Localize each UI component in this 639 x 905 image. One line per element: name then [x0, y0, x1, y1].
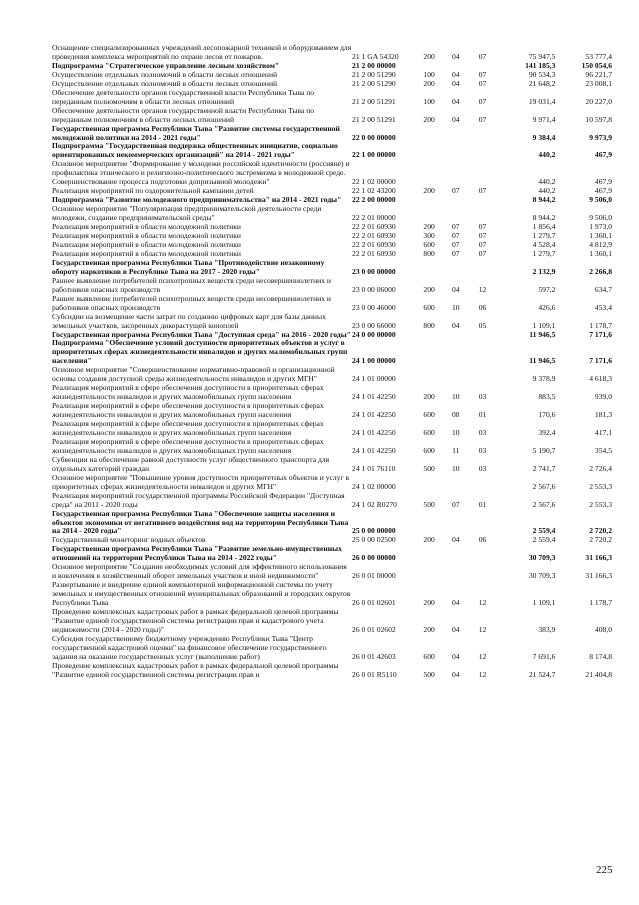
row-value-year1: 426,6	[538, 302, 556, 312]
row-expense-type	[416, 474, 443, 492]
row-code: 22 1 00 00000	[352, 150, 396, 160]
row-section: 07	[451, 186, 460, 196]
row-name: Проведение комплексных кадастровых работ в рамках федеральной целевой программы "Развитие единой государственной системы регистрации прав и кадастрового учета недвижимости (2014 - 2020 годы)"	[52, 607, 339, 634]
row-code: 21 2 00 51291	[352, 96, 396, 106]
row-subsection: 12	[478, 624, 487, 634]
row-value-year1: 9 384,4	[532, 132, 556, 142]
row-code: 24 1 01 00000	[352, 374, 396, 384]
row-expense-type: 200	[423, 51, 435, 61]
row-code: 22 2 00 00000	[352, 195, 396, 205]
row-code: 21 2 00 51290	[352, 69, 396, 79]
table-row	[52, 384, 612, 402]
row-subsection: 01	[478, 410, 487, 420]
row-name: Реализация мероприятий в сфере обеспечения доступности в приоритетных сферах жизнедеятельности инвалидов и других маломобильных групп населения	[52, 383, 324, 402]
row-subsection	[469, 205, 496, 223]
row-value-year2: 9 973,9	[589, 132, 612, 142]
row-section: 07	[451, 248, 460, 258]
row-name: Осуществление отдельных полномочий в области лесных отношений	[52, 78, 278, 88]
table-row	[52, 295, 612, 313]
row-expense-type: 600	[423, 427, 435, 437]
row-name: Подпрограмма "Государственная поддержка общественных инициатив, социально ориентированных некоммерческих организаций" на 2014 - 2021 годы"	[52, 141, 338, 160]
row-name: Обеспечение деятельности органов государственной власти Республики Тыва по переданным полномочиям в области лесных отношений	[52, 87, 315, 106]
row-section: 08	[451, 410, 460, 420]
row-expense-type: 600	[423, 410, 435, 420]
row-subsection	[469, 474, 496, 492]
row-value-year1: 8 944,2	[532, 195, 556, 205]
row-value-year2: 2 726,4	[589, 463, 612, 473]
row-value-year1: 1 279,7	[532, 231, 556, 241]
row-section: 04	[451, 51, 460, 61]
row-code: 22 2 01 60930	[352, 222, 396, 232]
row-value-year1: 392,4	[538, 427, 556, 437]
row-expense-type	[416, 205, 443, 223]
row-value-year1: 383,9	[538, 624, 556, 634]
row-value-year2: 1 178,7	[589, 598, 612, 608]
row-subsection: 12	[478, 669, 487, 679]
row-name: Реализация мероприятий по оздоровительной кампании детей	[52, 186, 254, 196]
row-name: Реализация мероприятий государственной программы Российской Федерации "Доступная среда" на 2011 - 2020 годы	[52, 490, 345, 509]
row-value-year1: 11 946,5	[529, 356, 556, 366]
row-name: Государственная программа Республики Тыва "Противодействие незаконному обороту наркотиков в Республике Тыва на 2017 - 2020 годы"	[52, 257, 325, 276]
row-code: 21 2 00 51290	[352, 78, 396, 88]
row-code: 26 0 01 42603	[352, 651, 396, 661]
row-value-year1: 9 378,9	[532, 374, 556, 384]
table-row	[52, 662, 612, 680]
row-section	[442, 545, 469, 563]
row-value-year1: 1 109,1	[532, 320, 556, 330]
row-value-year1: 75 947,5	[528, 51, 556, 61]
row-subsection: 12	[478, 284, 487, 294]
row-section: 04	[451, 598, 460, 608]
row-value-year1: 30 709,3	[528, 553, 556, 563]
row-value-year2: 467,9	[594, 177, 612, 187]
row-code: 21 2 00 51291	[352, 114, 396, 124]
row-code: 24 0 00 00000	[352, 329, 396, 339]
table-row	[52, 366, 612, 384]
row-section	[442, 160, 469, 187]
row-section: 07	[451, 222, 460, 232]
row-value-year1: 2 559,4	[532, 535, 556, 545]
row-code: 21 1 GA 54320	[352, 51, 399, 61]
budget-table-body	[52, 44, 612, 680]
row-value-year2: 2 720,2	[589, 535, 612, 545]
row-code: 22 0 00 00000	[352, 132, 396, 142]
row-code: 22 2 01 60930	[352, 231, 396, 241]
row-value-year1: 1 856,4	[532, 222, 556, 232]
row-subsection: 03	[478, 392, 487, 402]
row-value-year2: 2 553,3	[589, 499, 612, 509]
row-value-year2: 4 812,9	[589, 239, 612, 249]
row-value-year2: 1 973,0	[589, 222, 612, 232]
table-row	[52, 402, 612, 420]
row-name: Государственная программа Республики Тыва "Обеспечение защиты населения и объектов экономики от негативного воздействия вод на территории Республики Тыва на 2014 - 2020 годы"	[52, 508, 349, 536]
row-code: 23 0 00 66000	[352, 320, 396, 330]
row-value-year2: 53 777,4	[585, 51, 612, 61]
table-row	[52, 581, 612, 608]
row-name: Раннее выявление потребителей психотропных веществ среди несовершеннолетних и работников опасных производств	[52, 275, 331, 294]
table-row	[52, 608, 612, 635]
row-value-year2: 4 618,3	[589, 374, 612, 384]
row-value-year1: 21 648,2	[528, 78, 556, 88]
row-subsection: 07	[478, 96, 487, 106]
row-section	[442, 142, 469, 160]
row-code: 23 0 00 00000	[352, 266, 396, 276]
row-name: Субсидии на возмещение части затрат по созданию цифровых карт для базы данных земельных участков, засоренных дикорастущей коноплей	[52, 311, 326, 330]
row-section: 10	[451, 463, 460, 473]
row-expense-type	[416, 160, 443, 187]
row-section	[442, 196, 469, 205]
row-name: Основное мероприятие "Формирование у молодежи российской идентичности (россияне) и профилактика этнического и религиозно-политического экстремизма в молодежной среде. Совершенствование процесса подготовки допризывной молодежи"	[52, 159, 350, 187]
row-name: Реализация мероприятий в сфере обеспечения доступности в приоритетных сферах жизнедеятельности инвалидов и других маломобильных групп населения	[52, 436, 324, 455]
row-value-year2: 467,9	[594, 186, 612, 196]
row-value-year2: 150 054,6	[581, 60, 612, 70]
row-value-year1: 141 185,3	[525, 60, 556, 70]
row-section: 04	[451, 284, 460, 294]
row-expense-type: 200	[423, 598, 435, 608]
row-expense-type: 800	[423, 320, 435, 330]
row-value-year2: 634,7	[594, 284, 612, 294]
row-name: Обеспечение деятельности органов государственной власти Республики Тыва по переданным полномочиям в области лесных отношений	[52, 105, 315, 124]
table-row	[52, 259, 612, 277]
table-row	[52, 44, 612, 62]
row-value-year2: 9 506,0	[589, 213, 612, 223]
row-value-year1: 440,2	[538, 177, 556, 187]
row-name: Раннее выявление потребителей психотропных веществ среди несовершеннолетних и работников опасных производств	[52, 293, 331, 312]
row-section	[442, 366, 469, 384]
row-expense-type: 200	[423, 535, 435, 545]
row-code: 24 1 02 00000	[352, 481, 396, 491]
row-section: 04	[451, 78, 460, 88]
table-row	[52, 635, 612, 662]
row-value-year2: 9 506,0	[589, 195, 612, 205]
row-value-year2: 8 174,8	[589, 651, 612, 661]
row-section: 07	[451, 231, 460, 241]
row-expense-type: 600	[423, 651, 435, 661]
row-value-year1: 4 528,4	[532, 239, 556, 249]
row-name: Основное мероприятие "Повышение уровня доступности приоритетных объектов и услуг в приоритетных сферах жизнедеятельности инвалидов и других МГН"	[52, 472, 350, 491]
row-name: Государственная программа Республики Тыва "Развитие системы государственной молодежной политики на 2014 - 2021 годы"	[52, 123, 340, 142]
row-value-year2: 7 171,6	[589, 329, 612, 339]
table-row	[52, 438, 612, 456]
row-value-year1: 1 109,1	[532, 598, 556, 608]
row-value-year1: 1 279,7	[532, 248, 556, 258]
row-subsection: 06	[478, 535, 487, 545]
row-expense-type: 500	[423, 463, 435, 473]
row-name: Подпрограмма "Обеспечение условий доступности приоритетных объектов и услуг в приоритетных сферах жизнедеятельности инвалидов и других маломобильных групп населения"	[52, 338, 348, 366]
row-expense-type: 800	[423, 248, 435, 258]
row-code: 22 1 02 43200	[352, 186, 396, 196]
row-value-year2: 2 720,2	[589, 526, 612, 536]
table-row	[52, 492, 612, 510]
row-expense-type	[416, 331, 443, 340]
row-name: Субвенции на обеспечение равной доступности услуг общественного транспорта для отдельных категорий граждан	[52, 454, 330, 473]
row-subsection: 03	[478, 427, 487, 437]
row-expense-type: 100	[423, 69, 435, 79]
row-name: Проведение комплексных кадастровых работ в рамках федеральной целевой программы "Развитие единой государственной системы регистрации прав и	[52, 660, 339, 679]
row-name: Государственный мониторинг водных объектов	[52, 535, 206, 545]
row-section: 04	[451, 669, 460, 679]
row-value-year2: 408,0	[594, 624, 612, 634]
row-code: 26 0 00 00000	[352, 553, 396, 563]
row-expense-type: 200	[423, 114, 435, 124]
row-section	[442, 259, 469, 277]
row-section: 07	[451, 499, 460, 509]
row-value-year1: 883,5	[538, 392, 556, 402]
page-number: 225	[596, 864, 613, 876]
row-code: 22 1 02 00000	[352, 177, 396, 187]
row-value-year2: 23 008,1	[585, 78, 612, 88]
row-expense-type: 200	[423, 222, 435, 232]
row-subsection: 07	[478, 186, 487, 196]
row-name: Государственная программа Республики Тыва "Доступная среда" на 2016 - 2020 годы"	[52, 329, 351, 339]
row-value-year2: 453,4	[594, 302, 612, 312]
row-code: 24 1 01 42250	[352, 445, 396, 455]
table-row	[52, 545, 612, 563]
row-value-year2: 1 360,1	[589, 248, 612, 258]
row-value-year1: 11 946,5	[529, 329, 556, 339]
row-section: 04	[451, 651, 460, 661]
row-subsection	[469, 339, 496, 366]
row-name: Основное мероприятие "Совершенствование нормативно-правовой и организационной основы создания доступной среды жизнедеятельности инвалидов и других МГН"	[52, 365, 335, 384]
row-subsection: 12	[478, 651, 487, 661]
row-section: 04	[451, 96, 460, 106]
row-subsection: 03	[478, 445, 487, 455]
row-value-year1: 440,2	[538, 186, 556, 196]
table-row	[52, 205, 612, 223]
row-section: 11	[452, 445, 460, 455]
row-value-year2: 467,9	[594, 150, 612, 160]
row-expense-type: 600	[423, 239, 435, 249]
row-expense-type: 500	[423, 669, 435, 679]
row-code: 26 0 01 02601	[352, 598, 396, 608]
row-subsection	[469, 510, 496, 537]
table-row	[52, 142, 612, 160]
row-subsection: 01	[478, 499, 487, 509]
row-subsection: 06	[478, 302, 487, 312]
row-value-year2: 1 360,1	[589, 231, 612, 241]
table-row	[52, 456, 612, 474]
row-code: 22 2 01 60930	[352, 248, 396, 258]
row-value-year2: 354,5	[594, 445, 612, 455]
row-value-year1: 7 691,6	[532, 651, 556, 661]
row-value-year2: 7 171,6	[589, 356, 612, 366]
row-value-year1: 5 190,7	[532, 445, 556, 455]
row-code: 24 1 01 42250	[352, 427, 396, 437]
row-name: Развертывание и внедрение единой компьютерной информационной системы по учету земельных и имущественных отношений муниципальных образований и городских округов Республики Тыва	[52, 580, 351, 608]
row-value-year1: 597,2	[538, 284, 556, 294]
table-row	[52, 313, 612, 331]
row-subsection	[469, 545, 496, 563]
row-expense-type: 600	[423, 302, 435, 312]
row-section: 07	[451, 239, 460, 249]
row-value-year1: 8 944,2	[532, 213, 556, 223]
row-expense-type	[416, 545, 443, 563]
row-value-year1: 9 971,4	[532, 114, 556, 124]
row-section	[442, 474, 469, 492]
table-row	[52, 420, 612, 438]
row-code: 26 0 01 02602	[352, 624, 396, 634]
row-section: 04	[451, 114, 460, 124]
row-code: 25 0 00 00000	[352, 526, 396, 536]
table-row	[52, 277, 612, 295]
row-value-year1: 2 132,9	[532, 266, 556, 276]
row-value-year2: 1 178,7	[589, 320, 612, 330]
row-code: 25 0 00 02500	[352, 535, 396, 545]
row-subsection: 07	[478, 51, 487, 61]
table-row	[52, 510, 612, 537]
row-value-year1: 21 524,7	[528, 669, 556, 679]
row-subsection: 05	[478, 320, 487, 330]
row-name: Подпрограмма "Стратегическое управление лесным хозяйством"	[52, 60, 280, 70]
row-subsection: 07	[478, 69, 487, 79]
row-name: Государственная программа Республики Тыва "Развитие земельно-имущественных отношений на территории Республики Тыва на 2014 - 2022 годы"	[52, 544, 342, 563]
row-subsection	[469, 125, 496, 143]
row-expense-type	[416, 339, 443, 366]
row-code: 24 1 02 R0270	[352, 499, 397, 509]
row-expense-type	[416, 259, 443, 277]
row-value-year2: 31 166,3	[585, 571, 612, 581]
row-value-year1: 170,6	[538, 410, 556, 420]
row-expense-type: 100	[423, 96, 435, 106]
row-section	[442, 125, 469, 143]
row-section: 04	[451, 320, 460, 330]
row-expense-type	[416, 366, 443, 384]
row-section	[442, 563, 469, 581]
row-value-year2: 20 227,0	[585, 96, 612, 106]
row-code: 26 0 01 R5110	[352, 669, 397, 679]
row-name: Основное мероприятие "Создание необходимых условий для эффективного использования и вовлечения в хозяйственный оборот земельных участков и иной недвижимости"	[52, 562, 347, 581]
row-value-year1: 30 709,3	[528, 571, 556, 581]
row-section: 04	[451, 535, 460, 545]
row-section	[442, 205, 469, 223]
row-code: 26 0 01 00000	[352, 571, 396, 581]
row-value-year2: 21 404,8	[585, 669, 612, 679]
row-expense-type	[416, 142, 443, 160]
row-value-year2: 2 266,8	[589, 266, 612, 276]
row-value-year2: 10 597,8	[585, 114, 612, 124]
row-expense-type: 300	[423, 231, 435, 241]
row-subsection: 07	[478, 239, 487, 249]
row-name: Подпрограмма "Развитие молодежного предпринимательства" на 2014 - 2021 годы"	[52, 195, 342, 205]
row-expense-type: 200	[423, 78, 435, 88]
row-expense-type	[416, 125, 443, 143]
row-value-year1: 2 567,6	[532, 499, 556, 509]
row-value-year2: 96 221,7	[585, 69, 612, 79]
row-subsection: 12	[478, 598, 487, 608]
row-expense-type: 600	[423, 445, 435, 455]
row-section	[442, 331, 469, 340]
row-section: 04	[451, 624, 460, 634]
row-name: Реализация мероприятий в сфере обеспечения доступности в приоритетных сферах жизнедеятельности инвалидов и других маломобильных групп населения	[52, 401, 324, 420]
row-section: 10	[451, 302, 460, 312]
row-code: 24 1 01 42250	[352, 392, 396, 402]
row-value-year2: 181,3	[594, 410, 612, 420]
row-value-year2: 2 553,3	[589, 481, 612, 491]
row-expense-type	[416, 510, 443, 537]
row-subsection	[469, 331, 496, 340]
row-section: 10	[451, 392, 460, 402]
row-name: Оснащение специализированных учреждений лесопожарной техникой и оборудованием для проведения комплекса мероприятий по охране лесов от пожаров.	[52, 43, 352, 61]
row-expense-type	[416, 563, 443, 581]
row-name: Реализация мероприятий в области молодежной политики	[52, 222, 241, 232]
row-expense-type	[416, 196, 443, 205]
row-value-year1: 2 559,4	[532, 526, 556, 536]
table-row	[52, 160, 612, 187]
row-section	[442, 339, 469, 366]
row-subsection	[469, 366, 496, 384]
row-value-year2: 939,0	[594, 392, 612, 402]
row-subsection	[469, 196, 496, 205]
row-code: 23 0 00 06000	[352, 284, 396, 294]
row-code: 22 2 01 00000	[352, 213, 396, 223]
row-value-year2: 31 166,3	[585, 553, 612, 563]
row-value-year1: 440,2	[538, 150, 556, 160]
row-code: 24 1 00 00000	[352, 356, 396, 366]
table-row	[52, 89, 612, 107]
row-name: Реализация мероприятий в области молодежной политики	[52, 248, 241, 258]
row-value-year2: 417,1	[594, 427, 612, 437]
row-subsection	[469, 259, 496, 277]
row-subsection	[469, 563, 496, 581]
table-row	[52, 339, 612, 366]
table-row	[52, 563, 612, 581]
row-name: Субсидия государственному бюджетному учреждению Республики Тыва "Центр государственной кадастровой оценки" на финансовое обеспечение государственного задания на оказание государственных услуг (выполнение работ)	[52, 633, 327, 661]
table-row	[52, 474, 612, 492]
table-row	[52, 125, 612, 143]
row-subsection	[469, 160, 496, 187]
table-row	[52, 107, 612, 125]
row-name: Осуществление отдельных полномочий в области лесных отношений	[52, 69, 278, 79]
row-section: 10	[451, 427, 460, 437]
row-expense-type: 200	[423, 186, 435, 196]
budget-table	[52, 44, 612, 680]
row-name: Реализация мероприятий в сфере обеспечения доступности в приоритетных сферах жизнедеятельности инвалидов и других маломобильных групп населения	[52, 419, 324, 437]
row-expense-type: 200	[423, 392, 435, 402]
row-expense-type: 500	[423, 499, 435, 509]
row-subsection: 07	[478, 222, 487, 232]
row-expense-type: 200	[423, 624, 435, 634]
row-code: 24 1 01 76110	[352, 463, 396, 473]
row-value-year1: 2 741,7	[532, 463, 556, 473]
row-code: 24 1 01 42250	[352, 410, 396, 420]
row-subsection: 07	[478, 231, 487, 241]
row-expense-type: 200	[423, 284, 435, 294]
row-name: Реализация мероприятий в области молодежной политики	[52, 231, 241, 241]
row-code: 22 2 01 60930	[352, 239, 396, 249]
row-subsection	[469, 142, 496, 160]
row-section	[442, 510, 469, 537]
row-subsection: 07	[478, 78, 487, 88]
row-subsection: 03	[478, 463, 487, 473]
row-code: 21 2 00 00000	[352, 60, 396, 70]
row-value-year1: 90 534,3	[528, 69, 556, 79]
row-subsection: 07	[478, 114, 487, 124]
row-subsection: 07	[478, 248, 487, 258]
row-name: Основное мероприятие "Популяризация предпринимательской деятельности среди молодежи, создание предпринимательской среды"	[52, 204, 322, 223]
row-code: 23 0 00 46000	[352, 302, 396, 312]
row-value-year1: 19 031,4	[528, 96, 556, 106]
row-section: 04	[451, 69, 460, 79]
row-value-year1: 2 567,6	[532, 481, 556, 491]
row-name: Реализация мероприятий в области молодежной политики	[52, 239, 241, 249]
